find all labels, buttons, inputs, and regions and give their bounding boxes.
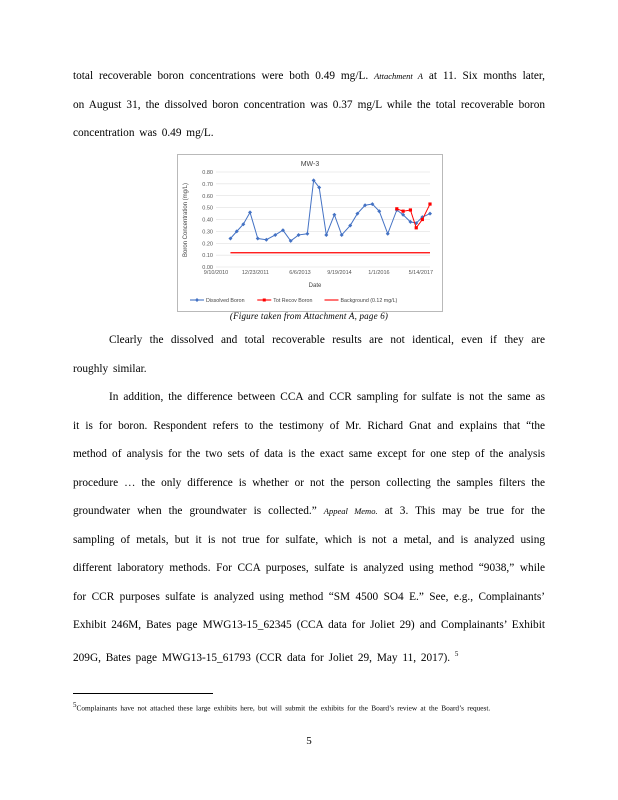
data-point-total-recoverable bbox=[415, 226, 418, 229]
x-tick-label: 1/1/2016 bbox=[368, 270, 390, 276]
figure-caption: (Figure taken from Attachment A, page 6) bbox=[229, 311, 389, 321]
citation-appeal-memo: Appeal Memo. bbox=[323, 506, 378, 516]
data-point-total-recoverable bbox=[395, 207, 398, 210]
paragraph-not-identical: Clearly the dissolved and total recoverable results are not identical, even if they are roughly similar. bbox=[73, 334, 545, 375]
y-tick-label: 0.30 bbox=[202, 229, 213, 236]
x-tick-label: 6/6/2013 bbox=[289, 270, 311, 276]
y-tick-label: 0.20 bbox=[202, 241, 213, 248]
legend-marker bbox=[263, 299, 266, 302]
data-point-dissolved bbox=[248, 210, 252, 214]
chart-x-axis-label: Date bbox=[308, 283, 322, 289]
footnote-marker: 5 bbox=[73, 701, 77, 709]
data-point-total-recoverable bbox=[428, 202, 431, 205]
data-point-dissolved bbox=[428, 212, 432, 216]
y-tick-label: 0.10 bbox=[202, 253, 213, 260]
y-tick-label: 0.60 bbox=[202, 193, 213, 200]
figure-mw3-chart bbox=[177, 154, 443, 312]
legend-entry: Dissolved Boron bbox=[206, 298, 245, 304]
x-tick-label: 5/14/2017 bbox=[408, 270, 434, 276]
mw3-boron-chart bbox=[178, 155, 442, 311]
y-tick-label: 0.40 bbox=[202, 217, 213, 224]
footnote-reference: 5 bbox=[454, 649, 459, 658]
y-tick-label: 0.80 bbox=[202, 170, 213, 176]
data-point-dissolved bbox=[332, 213, 336, 217]
data-point-dissolved bbox=[305, 232, 309, 236]
chart-y-axis-label: Boron Concentration (mg/L) bbox=[183, 182, 189, 258]
data-point-dissolved bbox=[264, 238, 268, 242]
legend-marker bbox=[195, 298, 199, 302]
series-line bbox=[230, 180, 430, 241]
page-number: 5 bbox=[306, 735, 312, 747]
y-tick-label: 0.00 bbox=[202, 265, 213, 271]
footnote-divider bbox=[73, 693, 213, 694]
chart-title: MW-3 bbox=[300, 161, 320, 168]
legend-entry: Tot Recov Boron bbox=[273, 298, 313, 304]
data-point-dissolved bbox=[324, 233, 328, 237]
legend-entry: Background (0.12 mg/L) bbox=[340, 298, 398, 304]
data-point-dissolved bbox=[386, 232, 390, 236]
citation-attachment-a: Attachment A bbox=[374, 71, 424, 81]
paragraph-boron-results: total recoverable boron concentrations were both 0.49 mg/L. Attachment A at 11. Six months later, on August 31, the dissolved boron concentration was 0.37 mg/L while the total recoverable boron concentration was 0.49 mg/L. bbox=[73, 70, 546, 139]
data-point-total-recoverable bbox=[409, 208, 412, 211]
data-point-dissolved bbox=[256, 237, 260, 241]
footnote: $^5$Complainants have not attached these large exhibits here, but will submit the exhibits for the Board’s review at the Board’s request. bbox=[73, 701, 491, 713]
data-point-total-recoverable bbox=[421, 218, 424, 221]
data-point-total-recoverable bbox=[402, 210, 405, 213]
x-tick-label: 9/10/2010 bbox=[203, 270, 229, 276]
paragraph-sulfate-sampling: In addition, the difference between CCA and CCR sampling for sulfate is not the same as it is for boron. Respondent refers to the testimony of Mr. Richard Gnat and explains that “the method of analysis for the two sets of data is the exact same except for one step of the analysis procedure … the only difference is whether or not the person collecting the samples filters the groundwater when the groundwater is collected.” Appeal Memo. at 3. This may be true for the sampling of metals, but it is not true for sulfate, which is not a metal, and is analyzed using different laboratory methods. For CCA purposes, sulfate is analyzed using method “9038,” while for CCR purposes sulfate is analyzed using method “SM 4500 SO4 E.” See, e.g., Complainants’ Exhibit 246M, Bates page MWG13-15_62345 (CCA data for Joliet 29) and Complainants’ Exhibit 209G, Bates page MWG13-15_61793 (CCR data for Joliet 29, May 11, 2017). $^5$ bbox=[73, 391, 545, 664]
y-tick-label: 0.50 bbox=[202, 205, 213, 212]
y-tick-label: 0.70 bbox=[202, 181, 213, 188]
chart-legend bbox=[190, 298, 398, 304]
x-tick-label: 12/23/2011 bbox=[241, 270, 269, 276]
x-tick-label: 9/19/2014 bbox=[327, 270, 352, 276]
